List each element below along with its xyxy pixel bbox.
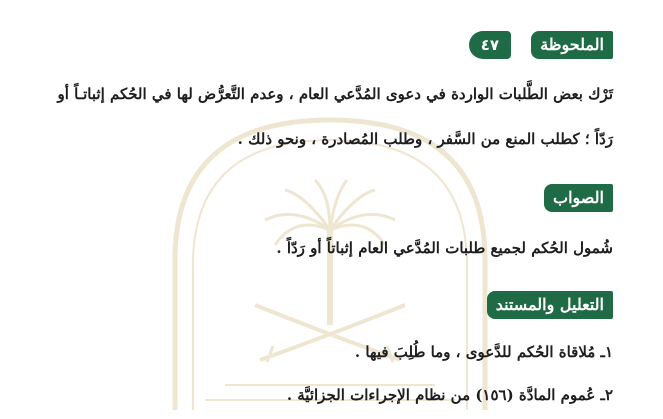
reasoning-item: ١ـ مُلاقاة الحُكم للدَّعوى ، وما طُلِبَ فيها . [354, 343, 613, 361]
reasoning-item: ٢ـ عُموم المادَّة (١٥٦) من نظام الإجراءات الجزائيَّة . [286, 386, 613, 404]
observation-number-badge: ٤٧ [469, 31, 511, 59]
correct-text: شُمول الحُكم لجميع طلبات المُدَّعي العام إثباتاً أو رَدّاً . [276, 239, 613, 257]
correct-label: الصواب [544, 184, 613, 212]
observation-text-line: رَدّاً ؛ كطلب المنع من السَّفر ، وطلب المُصادرة ، ونحو ذلك . [237, 130, 613, 148]
observation-label: الملحوظة [531, 31, 613, 59]
observation-text-line: تَرْك بعض الطَّلبات الواردة في دعوى المُدَّعي العام ، وعدم التَّعرُّض لها في الحُكم إثباتـاً أو [57, 85, 613, 103]
palm-swords-emblem-icon [165, 110, 495, 410]
reasoning-label: التعليل والمستند [487, 291, 613, 319]
